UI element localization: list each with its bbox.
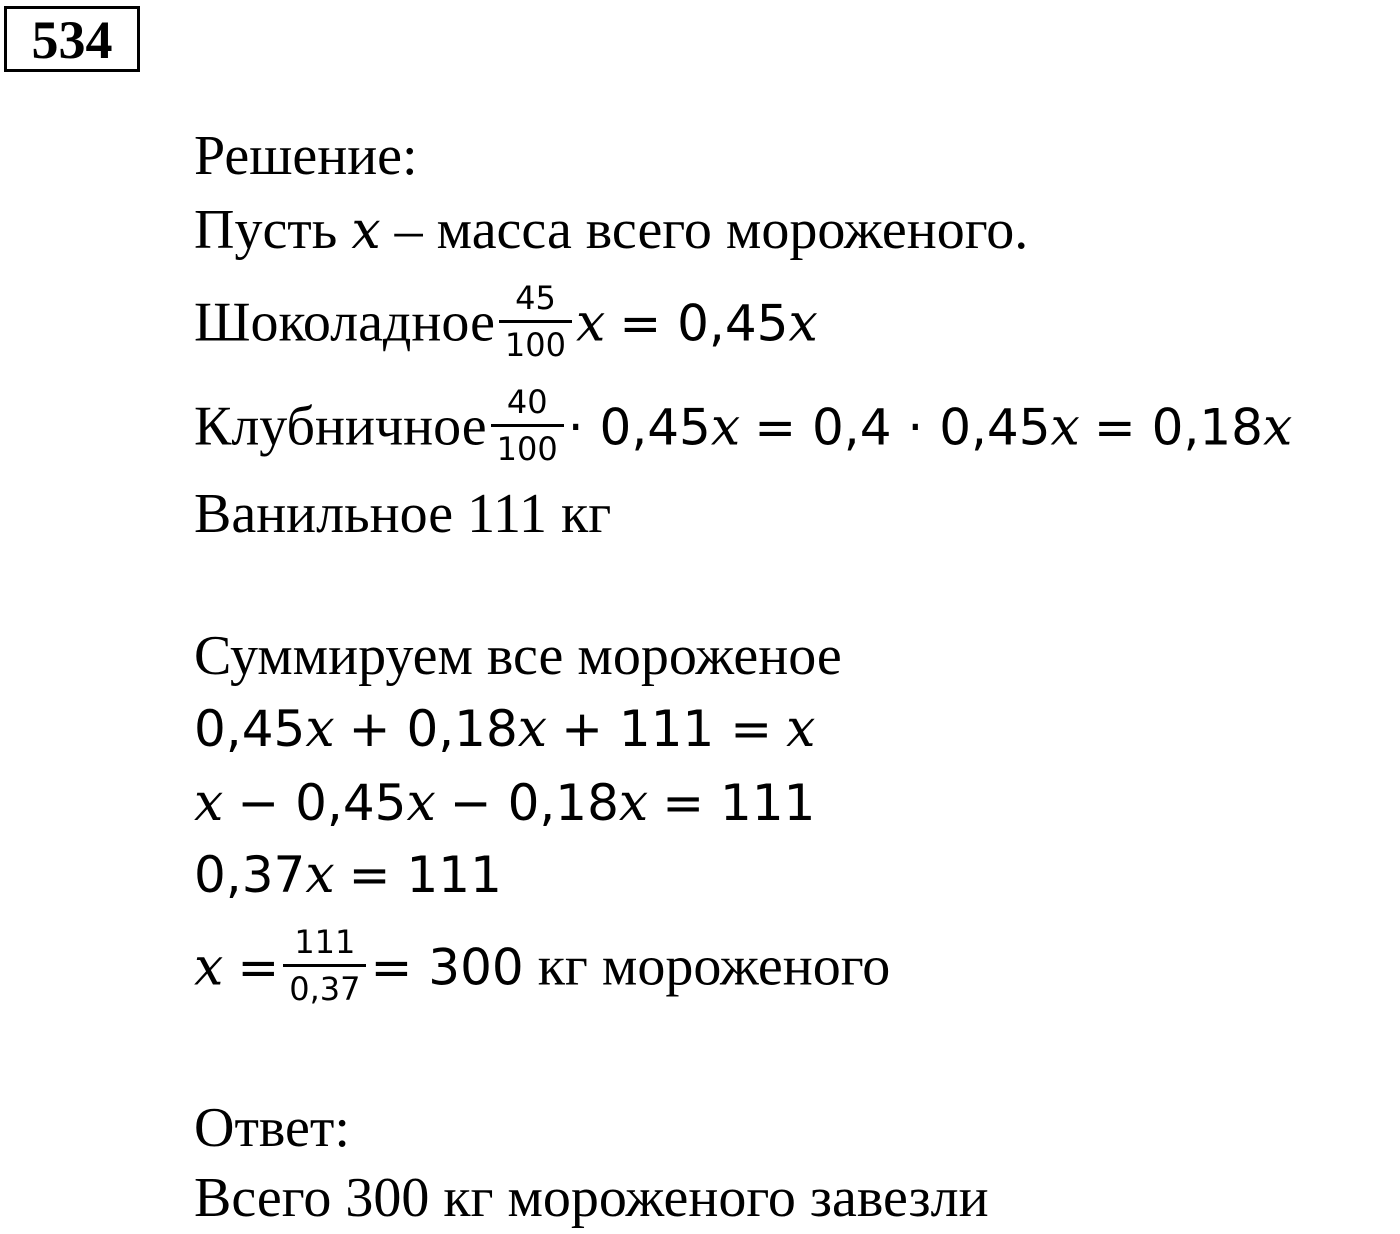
vanilla-line: Ванильное 111 кг	[194, 483, 612, 545]
strawberry-var1: x	[710, 397, 741, 458]
chocolate-var: x	[576, 293, 606, 354]
chocolate-fraction	[499, 280, 572, 363]
strawberry-expr-a: · 0,45	[567, 398, 711, 457]
strawberry-frac-numerator: 40	[491, 384, 564, 427]
equation-4	[194, 923, 891, 1013]
eq3-var: x	[305, 845, 335, 905]
solution-label: Решение:	[194, 125, 418, 187]
eq4-frac-numerator: 111	[283, 924, 366, 967]
strawberry-expr-c: = 0,18	[1093, 398, 1263, 457]
strawberry-label: Клубничное	[194, 395, 487, 458]
eq1-var3: x	[786, 699, 816, 759]
chocolate-label: Шоколадное	[194, 291, 495, 354]
eq4-eq: =	[237, 938, 280, 997]
eq4-result: = 300	[370, 938, 524, 997]
eq3-b: = 111	[348, 846, 502, 904]
eq2-a: − 0,45	[237, 774, 407, 832]
eq1-c: + 111 =	[561, 700, 773, 758]
eq1-var1: x	[305, 699, 335, 759]
strawberry-expr-b: = 0,4 · 0,45	[754, 398, 1051, 457]
sum-label: Суммируем все мороженое	[194, 625, 842, 687]
eq4-var: x	[194, 937, 224, 998]
answer-label: Ответ:	[194, 1097, 350, 1159]
eq4-fraction	[283, 924, 366, 1007]
let-line	[194, 198, 1028, 263]
eq1-a: 0,45	[194, 700, 306, 758]
equation-3	[194, 842, 502, 907]
chocolate-frac-denominator: 100	[504, 326, 566, 364]
strawberry-frac-denominator: 100	[496, 430, 558, 468]
eq2-var1: x	[194, 773, 224, 833]
answer-text: Всего 300 кг мороженого завезли	[194, 1167, 989, 1229]
equation-2	[194, 770, 815, 835]
let-suffix: – масса всего мороженого.	[394, 199, 1029, 261]
eq1-b: + 0,18	[348, 700, 518, 758]
strawberry-var3: x	[1262, 397, 1293, 458]
eq2-c: = 111	[662, 774, 816, 832]
eq2-var2: x	[406, 773, 436, 833]
strawberry-line	[194, 383, 1293, 473]
chocolate-line	[194, 279, 818, 369]
let-variable: x	[351, 201, 381, 261]
problem-number: 534	[4, 6, 140, 72]
eq3-a: 0,37	[194, 846, 306, 904]
chocolate-var2: x	[788, 293, 818, 354]
chocolate-frac-numerator: 45	[499, 280, 572, 323]
let-prefix: Пусть	[194, 199, 338, 261]
eq4-frac-denominator: 0,37	[289, 970, 361, 1008]
eq4-tail: кг мороженого	[537, 935, 891, 998]
eq1-var2: x	[517, 699, 548, 759]
strawberry-var2: x	[1050, 397, 1080, 458]
eq2-b: − 0,18	[449, 774, 619, 832]
chocolate-eq: = 0,45	[619, 294, 789, 353]
equation-1	[194, 696, 815, 761]
eq2-var3: x	[618, 773, 649, 833]
strawberry-fraction	[491, 384, 564, 467]
